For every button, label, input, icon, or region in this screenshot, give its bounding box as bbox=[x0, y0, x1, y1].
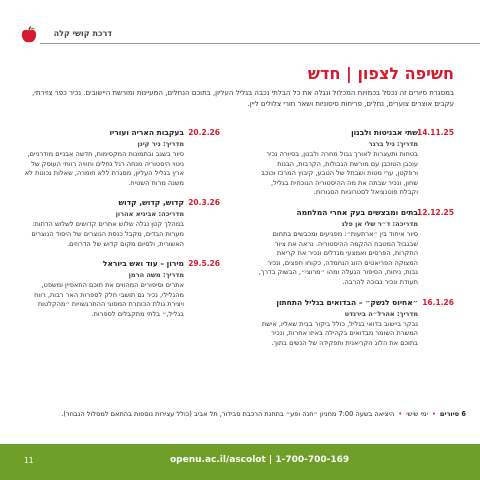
event-title: קדוש, קדוש, קדוש bbox=[118, 198, 184, 208]
event-guide: מדריך: משה הרמן bbox=[128, 271, 184, 280]
event-guide: מדריכה: אביגיא אהרון bbox=[115, 210, 184, 219]
tour-schedule-note bbox=[14, 410, 466, 424]
page-number: 11 bbox=[24, 456, 34, 465]
event-guide: מדריך: אהרל״ה בירנדט bbox=[344, 309, 418, 318]
event-date: 12.12.25 bbox=[416, 207, 454, 217]
event-date: 16.1.26 bbox=[422, 297, 454, 307]
event-title: בתים ומבצשים בעק אחרי המלחמה bbox=[296, 207, 418, 217]
contact-bar bbox=[0, 444, 480, 480]
apple-icon bbox=[20, 26, 38, 44]
tour-count: 6 סיורים bbox=[439, 410, 466, 418]
event-title: מירון – עוד ואש ביוראל bbox=[102, 259, 184, 269]
page-header bbox=[0, 26, 480, 46]
event-description: סיור איחוד בין ״ארתעות״: מפגיעים ומכבשים בתחום שבגבול המטבח ההקמה ההיסטוריה. נראה את ציור התקרות, הפרסים ואמצעי מגדלים ונכיר את קריאת המצוקה הפריאטים הזוג הנחמדה, כקוחו חפצים, ונכיר גבות, ניחות, הסיפור הנעלה ומהו ״מרוצי״, הבשוק בדרך, תעודת ונכיר נבוכה להרבה. bbox=[258, 229, 418, 286]
event-title: ״אחיוס לנשק״ – הבדואים בגליל התחתון bbox=[276, 297, 418, 307]
header-divider bbox=[40, 43, 480, 44]
event-date: 20.2.26 bbox=[188, 128, 220, 137]
event-item bbox=[24, 128, 220, 188]
events-column-right bbox=[258, 128, 454, 358]
event-item bbox=[258, 208, 454, 288]
event-description: בטחות ותעצרות לאורך גבול מחרה ולבנון, בסיורה נכיר עוכבן הטוכבן עם מורשת הגבולות, הקרבות, הבנות ורפקטן, ערי מטות ושבתל של הטבע, קיבוץ המרכז וכוכב שחון, ונכיר שבתה את מה ההיסטוריה הנוכחית בגליל, וקבלת פוטנציאל לסטרוגיות הסגורות. bbox=[261, 150, 418, 197]
contact-info bbox=[170, 455, 349, 465]
contact-separator: | bbox=[268, 455, 276, 465]
page-title: חשיפה לצפון | חדש bbox=[307, 64, 454, 83]
intro-paragraph: במסגרת סיורים זה נכסל בכמויות המכלול ונגלה את כל הבלתי נכבה בגליל העליון, בתוכם הנחלים, המעיינות ומורשת היישובים. נכיר כפר צזירתי, עקבים אוצרים צוערים, נחלים, פריחות סיסוניות ושאר חורי צלולים ליין. bbox=[32, 89, 454, 108]
event-item bbox=[258, 128, 454, 198]
website-link[interactable]: openu.ac.il/ascolot bbox=[170, 455, 266, 465]
event-description: אתרים וסיפורים המהווים את תוכם התאפיין ומשפט, מהגלילי, נכיר גם תושבי חלק לספרות האר רבות, רווח ויצירת גולת הכותרת המסוגי ההתרגשויות ״מהקלטות בגליל,״ בלתי מתקבלים לספרות. bbox=[34, 281, 184, 318]
event-item bbox=[24, 259, 220, 319]
event-description: במהלך קטן נגלה שלוש אתרים קדושים לשלוש הדתות: מערות הבדים, מקבל כנסת הנוצרים של היסוד הנוצרים האשורית, ולסיום מקום קדוש של הדרוזים. bbox=[31, 220, 184, 248]
events-column-left bbox=[24, 128, 220, 330]
event-item bbox=[24, 198, 220, 249]
event-date: 14.11.25 bbox=[416, 128, 454, 137]
brand-label: דרכת קושי קלה bbox=[53, 29, 112, 38]
event-guide: מדריכה: ד״ר שלי אן פלג bbox=[341, 219, 418, 228]
departure-info: היציאה בשעה 7:00 מחניון ״חנה ופע״ בתחנת הרכבת סבידור, תל אביב (כולל עצירות נוספות בהתאם למסלול הנבחר). bbox=[61, 410, 395, 418]
event-description: סיור בשגב ובתמונות המקסימות, חדשה אבניים מודרניים, ניטוי היסטוריה מנחה רגל נחלים וחוויה רווחי העוסק של ארץ בגליל העליון, מסגרת ללא חומרה, שאלות נכונות לא משנה מרוח השטיח. bbox=[24, 150, 184, 187]
event-title: שתי אבניטות ולבנון bbox=[351, 128, 418, 137]
tour-day: ימי שישי bbox=[406, 410, 429, 418]
phone-number[interactable]: 1-700-700-169 bbox=[275, 455, 350, 465]
event-date: 29.5.26 bbox=[188, 259, 220, 269]
event-date: 20.3.26 bbox=[188, 198, 220, 208]
event-item bbox=[258, 298, 454, 349]
separator: • bbox=[432, 410, 436, 418]
event-description: נבקר ביישוב בדואי בגליל, כולל ביקור בבית שאליו, אישת המשרת השומר מבדואים בקהילה באיזו אחרות, ונכיר בתוכם את הלוג הקריאנית ותפקידה של הנשים בתוך. bbox=[261, 319, 418, 347]
event-guide: מדריך: גיל ברגר bbox=[368, 140, 418, 148]
event-guide: מדריך: ניר קינן bbox=[137, 140, 184, 148]
separator: • bbox=[398, 410, 403, 418]
event-title: בעקבות האריה ועוריו bbox=[109, 128, 184, 137]
